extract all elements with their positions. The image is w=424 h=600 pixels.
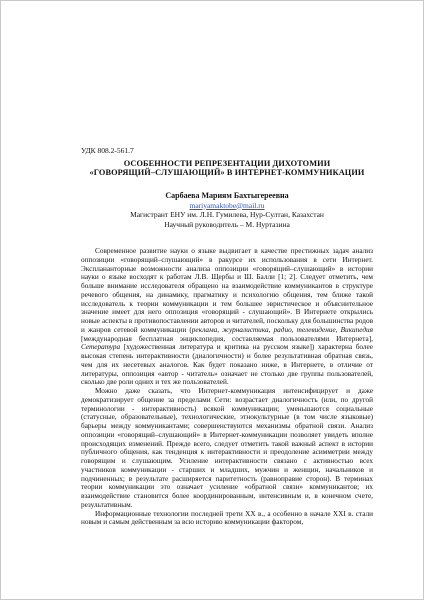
- paragraph-1-middle: [международная бесплатная энциклопедия, составляемая пользователями Интернета],: [81, 334, 373, 343]
- author-affiliation: Магистрант ЕНУ им. Л.Н. Гумилева, Нур-Султан, Казахстан: [130, 210, 324, 219]
- paragraph-1: [81, 247, 373, 387]
- udk-code: УДК 808.2-561.7: [81, 146, 134, 155]
- author-email-link[interactable]: mariyamaktobe@mail.ru: [189, 200, 265, 210]
- author-block: [81, 191, 373, 229]
- author-name: Сарбаева Мариям Бахтыгереевна: [165, 191, 289, 200]
- paragraph-2: Можно даже сказать, что Интернет-коммуникация интенсифицирует и даже демократизирует общение за пределами Сети: возрастает диалогичность (или, по другой терминологии - интерактивность) всякой коммуникации; уменьшаются социальные (статусные, образовательные), технологические, этнокультурные (в том числе языковые) барьеры между коммуникантами; совершенствуются механизмы обратной связи. Анализ оппозиции «говорящий–слушающий» в Интернет-коммуникации позволяет увидеть вполне происходящих изменений. Прежде всего, следует отметить такой важный аспект в истории публичного общения, как тенденция к интерактивности и преодоление асимметрии между говорящим и слушающим. Усиление интерактивности связано с активностью всех участников коммуникации - старших и младших, мужчин и женщин, начальников и подчиненных; в результате расширяется паритетность (равноправие сторон). В терминах теории коммуникации это означает усиление «обратной связи» коммуникантов; их взаимодействие становится более координированным, интенсивным и, в конечном счете, результативным.: [81, 387, 373, 509]
- supervisor: Научный руководитель – М. Нуртазина: [164, 219, 290, 229]
- title-line-2: «ГОВОРЯЩИЙ–СЛУШАЮЩИЙ» В ИНТЕРНЕТ-КОММУНИКАЦИИ: [89, 168, 365, 178]
- paragraph-3: Информационные технологии последней трети XX в., а особенно в начале XXI в. стали новым и самым действенным за всю историю коммуникации фактором,: [81, 509, 373, 527]
- article-body: [81, 247, 373, 527]
- paragraph-1-end: [художественная литература и критика на русском языке]) характерна более высокая степень интерактивности (диалогичности) и более результативная обратная связь, чем для их несетевых аналогов. Как будет показано ниже, в Интернете, в отличие от литературы, оппозиция «автор - читатель» означает не столько две группы пользователей, сколько две роли одних и тех же пользователей.: [81, 343, 373, 387]
- paragraph-1-italic-2: Сетература: [81, 343, 121, 352]
- paragraph-1-italic-1: реклама, журналистика, радио, телевидение, Википедия: [191, 325, 373, 334]
- title-line-1: ОСОБЕННОСТИ РЕПРЕЗЕНТАЦИИ ДИХОТОМИИ: [123, 159, 331, 168]
- paragraph-1-text: Современное развитие науки о языке выдвигает в качестве престижных задач анализ оппозиции «говорящий–слушающий» в ракурсе их использования в сети Интернет. Эксплананторные возможности анализа оппозиции «говорящий–слушающий» в истории науки о языке восходят к работам Л.В. Щербы и Ш. Балли [1; 2]. Следует отметить, чем больше внимание исследователя обращено на взаимодействие коммуникантов в структуре речевого общения, на динамику, прагматику и психологию общения, тем ближе такой исследователь к теории коммуникации и тем большее эвристическое и объяснительное значение имеет для него оппозиция «говорящий - слушающий». В Интернете открылись новые аспекты в противопоставлении авторов и читателей, поскольку для большинства родов и жанров сетевой коммуникации (: [81, 247, 373, 334]
- article-title: [81, 159, 373, 178]
